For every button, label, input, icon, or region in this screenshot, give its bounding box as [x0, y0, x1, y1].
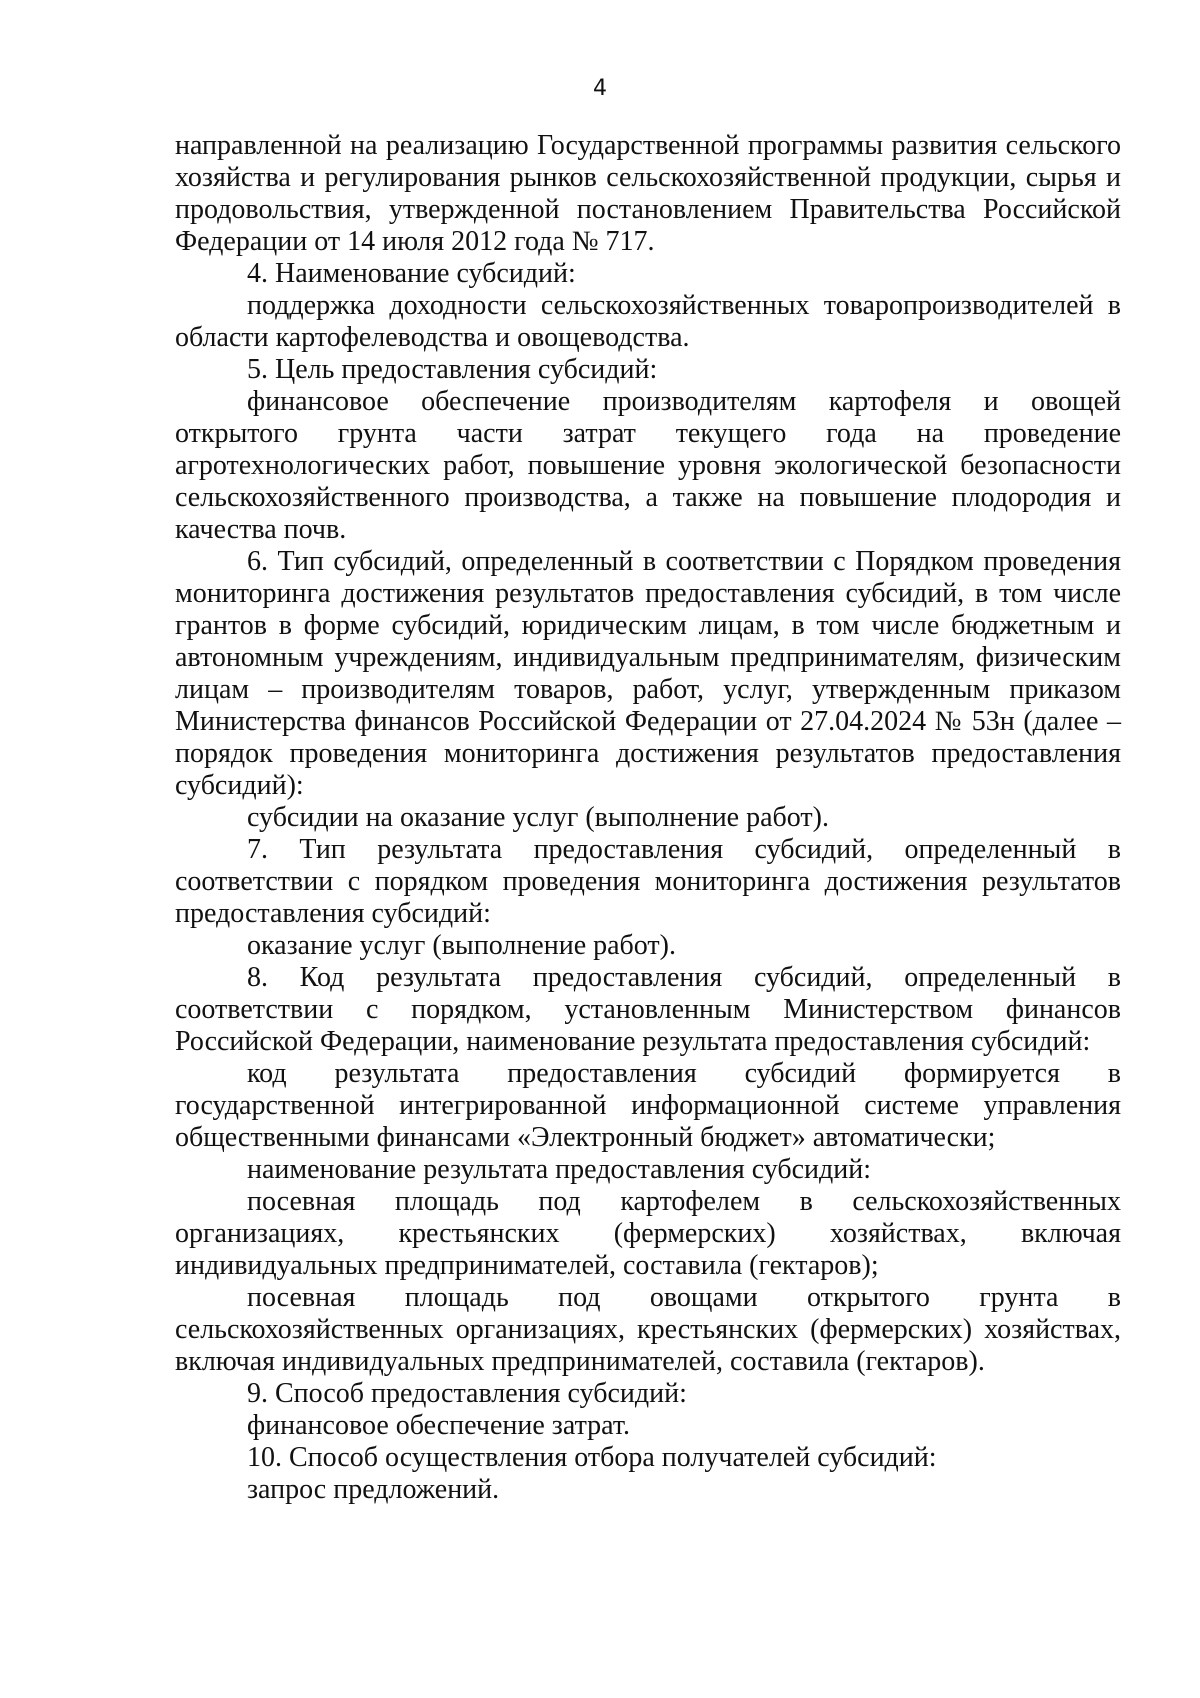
heading-subsidy-name: 4. Наименование субсидий:	[247, 258, 576, 289]
heading-result-type: 7. Тип результата предоставления субсидий, определенный в соответствии с порядком проведения мониторинга достижения результатов предоставления субсидий:	[175, 834, 1121, 929]
heading-selection-method: 10. Способ осуществления отбора получателей субсидий:	[247, 1442, 937, 1473]
paragraph-result-type: оказание услуг (выполнение работ).	[247, 930, 676, 961]
paragraph-subsidy-name: поддержка доходности сельскохозяйственных товаропроизводителей в области картофелеводства и овощеводства.	[175, 290, 1121, 353]
paragraph-result-code: код результата предоставления субсидий формируется в государственной интегрированной информационной системе управления общественными финансами «Электронный бюджет» автоматически;	[175, 1058, 1121, 1153]
heading-subsidy-type: 6. Тип субсидий, определенный в соответствии с Порядком проведения мониторинга достижения результатов предоставления субсидий, в том числе грантов в форме субсидий, юридическим лицам, в том числе бюджетным и автономным учреждениям, индивидуальным предпринимателям, физическим лицам – производителям товаров, работ, услуг, утвержденным приказом Министерства финансов Российской Федерации от 27.04.2024 № 53н (далее – порядок проведения мониторинга достижения результатов предоставления субсидий):	[175, 546, 1121, 801]
heading-provision-method: 9. Способ предоставления субсидий:	[247, 1378, 687, 1409]
paragraph-selection-method: запрос предложений.	[247, 1474, 500, 1505]
paragraph-subsidy-type: субсидии на оказание услуг (выполнение работ).	[247, 802, 829, 833]
heading-result-code: 8. Код результата предоставления субсидий, определенный в соответствии с порядком, установленным Министерством финансов Российской Федерации, наименование результата предоставления субсидий:	[175, 962, 1121, 1057]
paragraph-result-potato-area: посевная площадь под картофелем в сельскохозяйственных организациях, крестьянских (фермерских) хозяйствах, включая индивидуальных предпринимателей, составила (гектаров);	[175, 1186, 1121, 1281]
paragraph-subsidy-goal: финансовое обеспечение производителям картофеля и овощей открытого грунта части затрат текущего года на проведение агротехнологических работ, повышение уровня экологической безопасности сельскохозяйственного производства, а также на повышение плодородия и качества почв.	[175, 386, 1121, 545]
page-number: 4	[593, 76, 607, 101]
paragraph-program-reference: направленной на реализацию Государственной программы развития сельского хозяйства и регулирования рынков сельскохозяйственной продукции, сырья и продовольствия, утвержденной постановлением Правительства Российской Федерации от 14 июля 2012 года № 717.	[175, 130, 1121, 257]
paragraph-result-vegetable-area: посевная площадь под овощами открытого грунта в сельскохозяйственных организациях, крестьянских (фермерских) хозяйствах, включая индивидуальных предпринимателей, составила (гектаров).	[175, 1282, 1121, 1377]
heading-subsidy-goal: 5. Цель предоставления субсидий:	[247, 354, 658, 385]
document-body	[175, 130, 1121, 1506]
heading-result-name: наименование результата предоставления субсидий:	[247, 1154, 872, 1185]
paragraph-provision-method: финансовое обеспечение затрат.	[247, 1410, 630, 1441]
